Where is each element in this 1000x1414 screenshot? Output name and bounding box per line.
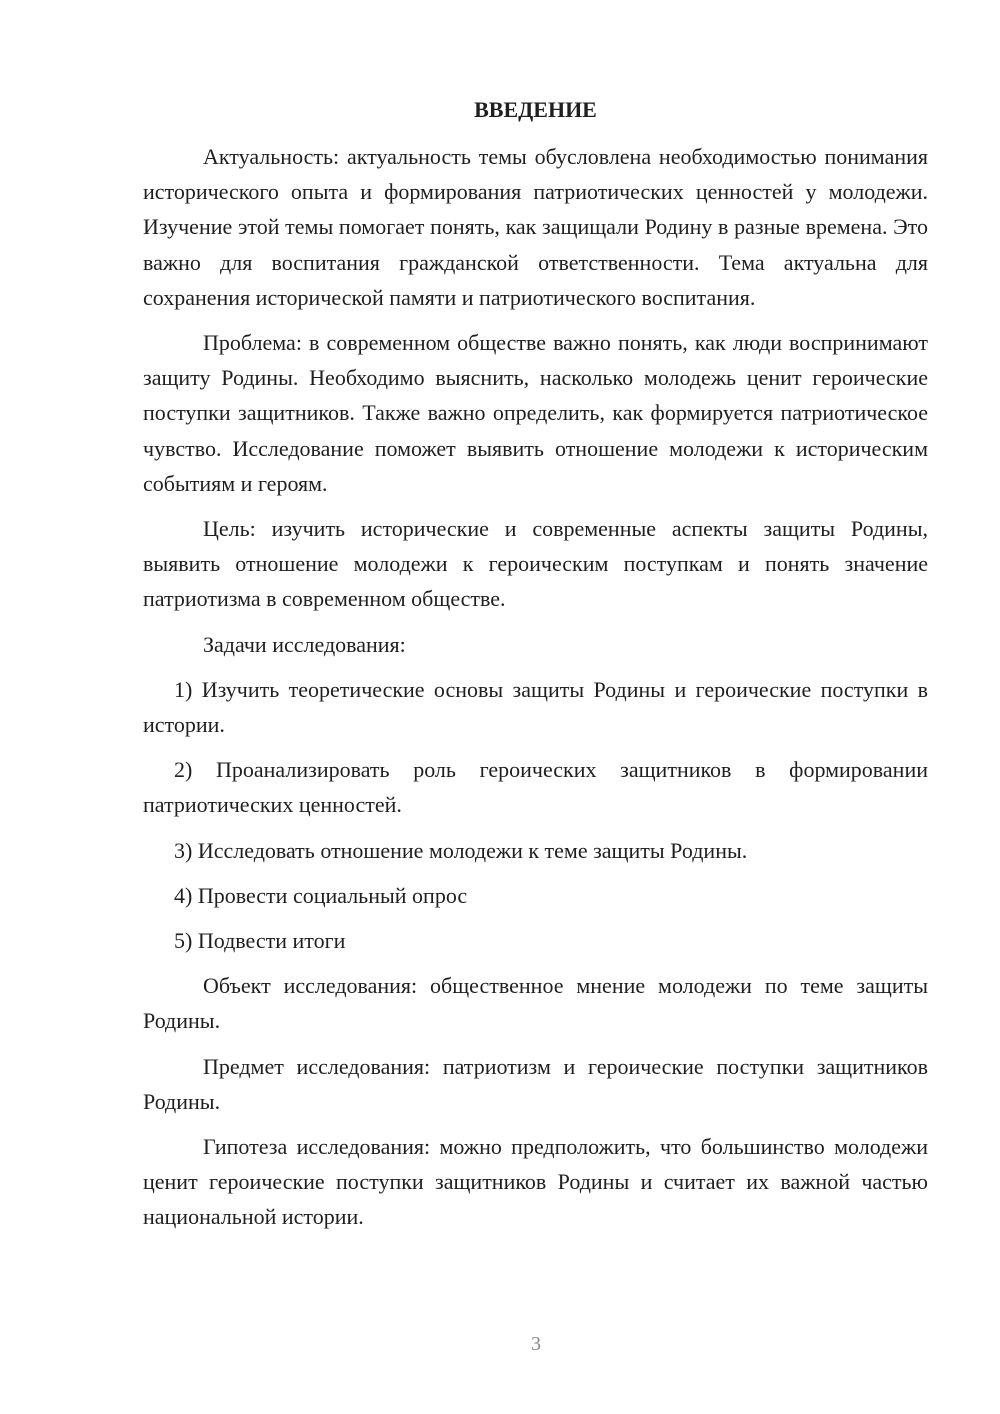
task-item-1: 1) Изучить теоретические основы защиты Родины и героические поступки в истории. [143, 676, 928, 738]
page-number: 3 [531, 1333, 541, 1355]
document-page [143, 92, 928, 1235]
paragraph-object: Объект исследования: общественное мнение молодежи по теме защиты Родины. [143, 973, 928, 1034]
paragraph-problem: Проблема: в современном обществе важно понять, как люди воспринимают защиту Родины. Необходимо выяснить, насколько молодежь ценит героические поступки защитников. Также важно определить, как формируется патриотическое чувство. Исследование поможет выявить отношение молодежи к историческим событиям и героям. [143, 330, 928, 496]
task-item-4: 4) Провести социальный опрос [174, 882, 468, 908]
paragraph-hypothesis: Гипотеза исследования: можно предположить, что большинство молодежи ценит героические поступки защитников Родины и считает их важной частью национальной истории. [143, 1134, 928, 1230]
paragraph-goal: Цель: изучить исторические и современные аспекты защиты Родины, выявить отношение молодежи к героическим поступкам и понять значение патриотизма в современном обществе. [143, 516, 928, 612]
task-item-3: 3) Исследовать отношение молодежи к теме защиты Родины. [174, 837, 748, 863]
task-item-2: 2) Проанализировать роль героических защитников в формировании патриотических ценностей. [143, 757, 928, 818]
tasks-title: Задачи исследования: [203, 631, 406, 657]
section-heading: ВВЕДЕНИЕ [474, 97, 597, 122]
heading-container [143, 92, 928, 127]
task-item-5: 5) Подвести итоги [174, 928, 346, 954]
paragraph-subject: Предмет исследования: патриотизм и героические поступки защитников Родины. [143, 1053, 928, 1114]
paragraph-actuality: Актуальность: актуальность темы обусловлена необходимостью понимания исторического опыта и формирования патриотических ценностей у молодежи. Изучение этой темы помогает понять, как защищали Родину в разные времена. Это важно для воспитания гражданской ответственности. Тема актуальна для сохранения исторической памяти и патриотического воспитания. [143, 144, 928, 310]
